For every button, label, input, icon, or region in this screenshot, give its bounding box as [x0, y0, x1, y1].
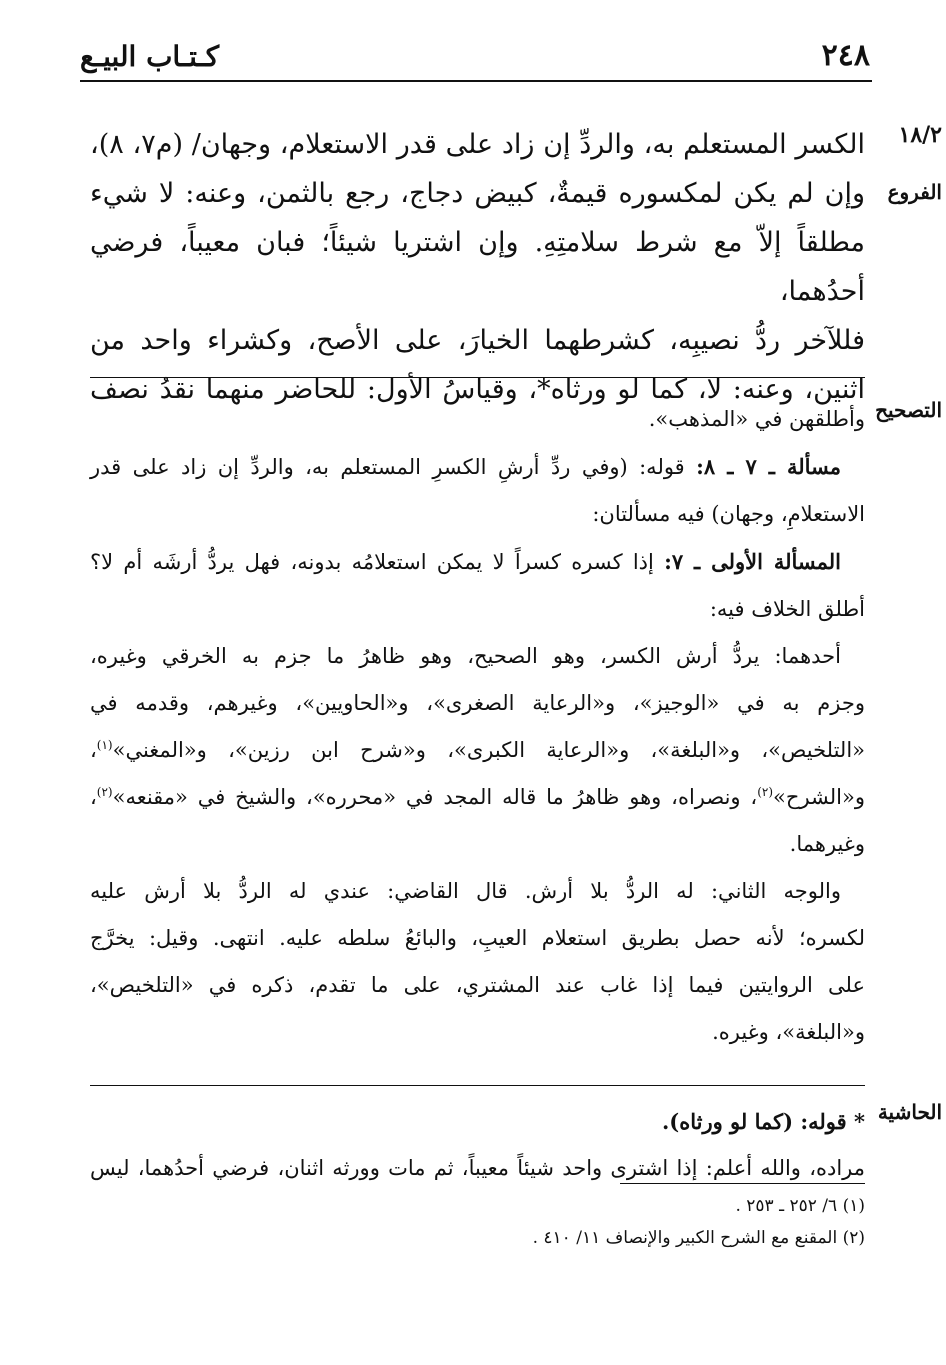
text-line: الاستعلامِ، وجهان) فيه مسألتان:: [592, 502, 865, 526]
footnote-ref[interactable]: (٢): [757, 785, 774, 799]
text-line: على الروايتين فيما إذا غاب عند المشتري، على ما تقدم، ذكره في «التلخيص»،: [90, 973, 865, 997]
footnote-ref[interactable]: (٢): [96, 785, 113, 799]
masala-heading: مسألة ـ ٧ ـ ٨:: [696, 454, 841, 479]
text-line: أطلق الخلاف فيه:: [709, 597, 865, 621]
furu-text: [90, 120, 865, 414]
text-line: لكسره؛ لأنه حصل بطريق استعلام العيبِ، والبائعُ سلطه عليه. انتهى. وقيل: يخرَّج: [90, 926, 865, 950]
header-rule: [80, 80, 872, 82]
text-line: وأطلقهن في «المذهب».: [648, 407, 865, 431]
page-number: ٢٤٨: [821, 38, 870, 73]
text-line: والوجه الثاني: له الردُّ بلا أرش. قال القاضي: عندي له الردُّ بلا أرش عليه: [90, 879, 841, 903]
text-line: «التلخيص»، و«البلغة»، و«الرعاية الكبرى»، و«شرح ابن رزين»، و«المغني»$^{(١)}$،: [90, 738, 865, 762]
section-rule: [90, 377, 865, 378]
book-title: كـتـاب البيـع: [80, 40, 220, 73]
footnote-ref[interactable]: (١): [96, 738, 113, 752]
text-line: مطلقاً إلاّ مع شرط سلامتِهِ. وإن اشتريا شيئاً؛ فبان معيباً، فرضي أحدُهما،: [90, 227, 865, 307]
text-line: و«الشرح»$^{(٢)}$، ونصراه، وهو ظاهرُ ما قاله المجد في «محرره»، والشيخ في «مقنعه»$^{(٢)}$،: [90, 785, 865, 809]
section-label-furu: الفروع: [887, 180, 942, 204]
section-label-hashiya: الحاشية: [877, 1100, 942, 1124]
text-line: * قوله: (كما لو ورثاه).: [661, 1109, 865, 1134]
hashiya-text: [90, 1098, 865, 1192]
footnote: (١) ٦/ ٢٥٢ ـ ٢٥٣ .: [735, 1196, 865, 1216]
text-line: وإن لم يكن لمكسوره قيمةٌ، كبيض دجاج، رجع بالثمن، وعنه: لا شيء: [90, 178, 865, 209]
footnote-rule: [620, 1183, 865, 1184]
text-line: أحدهما: يردُّ أرش الكسر، وهو الصحيح، وهو ظاهرُ ما جزم به الخرقي وغيره،: [90, 644, 841, 668]
text-line: وجزم به في «الوجيز»، و«الرعاية الصغرى»، و«الحاويين»، وغيرهم، وقدمه في: [90, 691, 865, 715]
text-line: وغيرهما.: [789, 832, 865, 856]
reference-marker: ١٨/٢: [898, 122, 942, 148]
text-line: فللآخر ردُّ نصيبِه، كشرطهما الخيارَ، على الأصح، وكشراء واحد من: [90, 325, 865, 356]
section-rule: [90, 1085, 865, 1086]
text-span: إذا كسره كسراً لا يمكن استعلامُه بدونه، فهل يردُّ أرشَه أم لا؟: [90, 550, 665, 574]
text-span: و«الشرح»: [773, 785, 865, 809]
text-span: ، ونصراه، وهو ظاهرُ ما قاله المجد في «محرره»، والشيخ في «مقنعه»: [112, 785, 758, 809]
text-span: «التلخيص»، و«البلغة»، و«الرعاية الكبرى»، و«شرح ابن رزين»، و«المغني»: [112, 738, 865, 762]
text-line: و«البلغة»، وغيره.: [712, 1020, 865, 1044]
section-label-tashih: التصحيح: [875, 398, 942, 422]
text-line: [90, 538, 865, 586]
text-line: [90, 443, 865, 491]
text-span: قوله: (وفي ردِّ أرشِ الكسرِ المستعلم به، والردِّ إن زاد على قدر: [90, 455, 697, 479]
tashih-text: [90, 396, 865, 1056]
footnotes: [400, 1190, 865, 1254]
masala-heading: المسألة الأولى ـ ٧:: [664, 549, 841, 574]
text-line: مراده، والله أعلم: إذا اشترى واحد شيئاً معيباً، ثم مات وورثه اثنان، فرضي أحدُهما، ليس: [90, 1156, 865, 1180]
footnote: (٢) المقنع مع الشرح الكبير والإنصاف ١١/ ٤١٠ .: [532, 1228, 865, 1248]
text-line: اثنين، وعنه: لا، كما لو ورثاه*، وقياسُ الأول: للحاضر منهما نقدُ نصف: [90, 374, 865, 405]
text-line: الكسر المستعلم به، والردِّ إن زاد على قدر الاستعلام، وجهان/ (م٧، ٨)،: [90, 129, 865, 160]
